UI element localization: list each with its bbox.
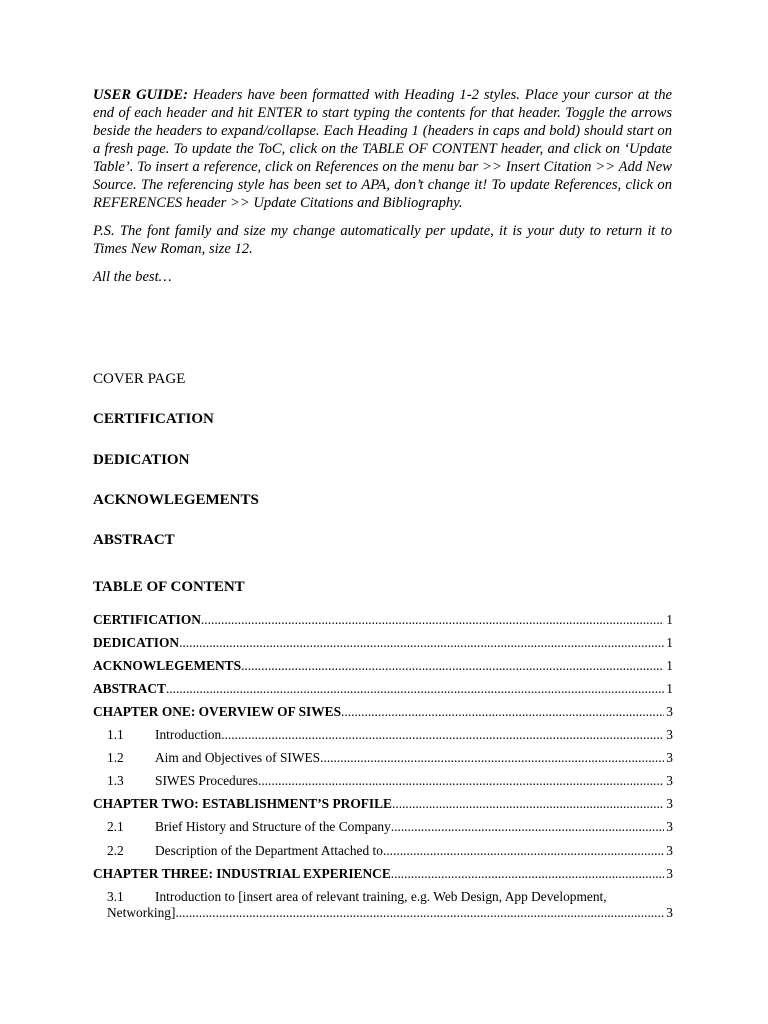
toc-entry-number: 1.3: [107, 773, 124, 788]
toc-entry-brief-history[interactable]: [107, 819, 673, 835]
toc-entry-department-description[interactable]: [107, 843, 673, 859]
user-guide-label: USER GUIDE:: [93, 87, 188, 103]
toc-entry-introduction[interactable]: [107, 727, 673, 743]
toc-entry-number: 2.2: [107, 843, 124, 858]
toc-entry-acknowledgements[interactable]: [93, 658, 673, 674]
toc-dot-leader: [241, 658, 664, 674]
toc-title: TABLE OF CONTENT: [93, 579, 245, 595]
toc-entry-abstract[interactable]: [93, 681, 673, 697]
toc-page-number: 3: [666, 866, 673, 881]
toc-dot-leader: [179, 635, 664, 651]
toc-entry-chapter-two[interactable]: [93, 796, 673, 812]
toc-dot-leader: [392, 796, 664, 812]
toc-page-number: 3: [666, 843, 673, 858]
user-guide: [93, 86, 672, 296]
heading-abstract: ABSTRACT: [93, 532, 175, 548]
heading-cover-page: COVER PAGE: [93, 371, 186, 387]
toc-dot-leader: [391, 819, 665, 835]
toc-dot-leader: [201, 612, 664, 628]
toc-entry-title: CHAPTER ONE: OVERVIEW OF SIWES: [93, 704, 342, 719]
toc-dot-leader: [221, 727, 664, 743]
toc-dot-leader: [258, 773, 664, 789]
toc-entry-title: DEDICATION: [93, 635, 180, 650]
toc-entry-title: Aim and Objectives of SIWES: [155, 750, 321, 765]
toc-entry-title: Brief History and Structure of the Company: [155, 819, 391, 834]
toc-page-number: 3: [666, 727, 673, 742]
toc-page-number: 3: [666, 750, 673, 765]
toc-entry-number: 2.1: [107, 819, 124, 834]
toc-entry-chapter-one[interactable]: [93, 704, 673, 720]
toc-entry-title: Description of the Department Attached to: [155, 843, 383, 858]
toc-entry-certification[interactable]: [93, 612, 673, 628]
toc-page-number: 1: [666, 635, 673, 650]
heading-dedication: DEDICATION: [93, 452, 190, 468]
toc-entry-number: 1.2: [107, 750, 124, 765]
toc-entry-title: Introduction to [insert area of relevant training, e.g. Web Design, App Development,: [155, 889, 607, 904]
toc-page-number: 1: [666, 681, 673, 696]
toc-entry-introduction-training[interactable]: [107, 889, 673, 921]
toc-page-number: 1: [666, 612, 673, 627]
user-guide-paragraph: [93, 86, 672, 212]
toc-dot-leader: [391, 866, 665, 882]
toc-page-number: 3: [666, 819, 673, 834]
toc-page-number: 3: [666, 773, 673, 788]
toc-entry-title: ACKNOWLEGEMENTS: [93, 658, 242, 673]
toc-entry-title: CERTIFICATION: [93, 612, 201, 627]
toc-page-number: 3: [666, 905, 673, 920]
toc-dot-leader: [341, 704, 664, 720]
toc-entry-title: Introduction: [155, 727, 222, 742]
toc-entry-line: [107, 889, 673, 905]
toc-entry-line: [107, 905, 673, 921]
heading-certification: CERTIFICATION: [93, 411, 214, 427]
toc-entry-title: CHAPTER TWO: ESTABLISHMENT’S PROFILE: [93, 796, 392, 811]
toc-entry-siwes-procedures[interactable]: [107, 773, 673, 789]
toc-dot-leader: [320, 750, 664, 766]
toc-entry-title: ABSTRACT: [93, 681, 166, 696]
ps-note: P.S. The font family and size my change automatically per update, it is your duty to return it to Times New Roman, size 12.: [93, 223, 672, 257]
toc-entry-aim-objectives[interactable]: [107, 750, 673, 766]
user-guide-text: Headers have been formatted with Heading 1-2 styles. Place your cursor at the end of each header and hit ENTER to start typing the contents for that header. Toggle the arrows beside the headers to expand/collapse. Each Heading 1 (headers in caps and bold) should start on a fresh page. To update the ToC, click on the TABLE OF CONTENT header, and click on ‘Update Table’. To insert a reference, click on References on the menu bar >> Insert Citation >> Add New Source. The referencing style has been set to APA, don’t change it! To update References, click on REFERENCES header >> Update Citations and Bibliography.: [93, 87, 672, 211]
toc-entry-title-continued: Networking]: [107, 905, 176, 920]
signoff: All the best…: [93, 269, 172, 285]
toc-entry-dedication[interactable]: [93, 635, 673, 651]
toc-entry-chapter-three[interactable]: [93, 866, 673, 882]
toc-dot-leader: [166, 681, 664, 697]
toc-page-number: 3: [666, 704, 673, 719]
toc-entry-title: CHAPTER THREE: INDUSTRIAL EXPERIENCE: [93, 866, 391, 881]
toc-entry-number: 1.1: [107, 727, 124, 742]
toc-dot-leader: [175, 905, 664, 921]
toc-dot-leader: [383, 843, 664, 859]
toc-page-number: 1: [666, 658, 673, 673]
toc-entry-number: 3.1: [107, 889, 124, 904]
toc-page-number: 3: [666, 796, 673, 811]
toc-entry-title: SIWES Procedures: [155, 773, 259, 788]
heading-acknowledgements: ACKNOWLEGEMENTS: [93, 492, 259, 508]
